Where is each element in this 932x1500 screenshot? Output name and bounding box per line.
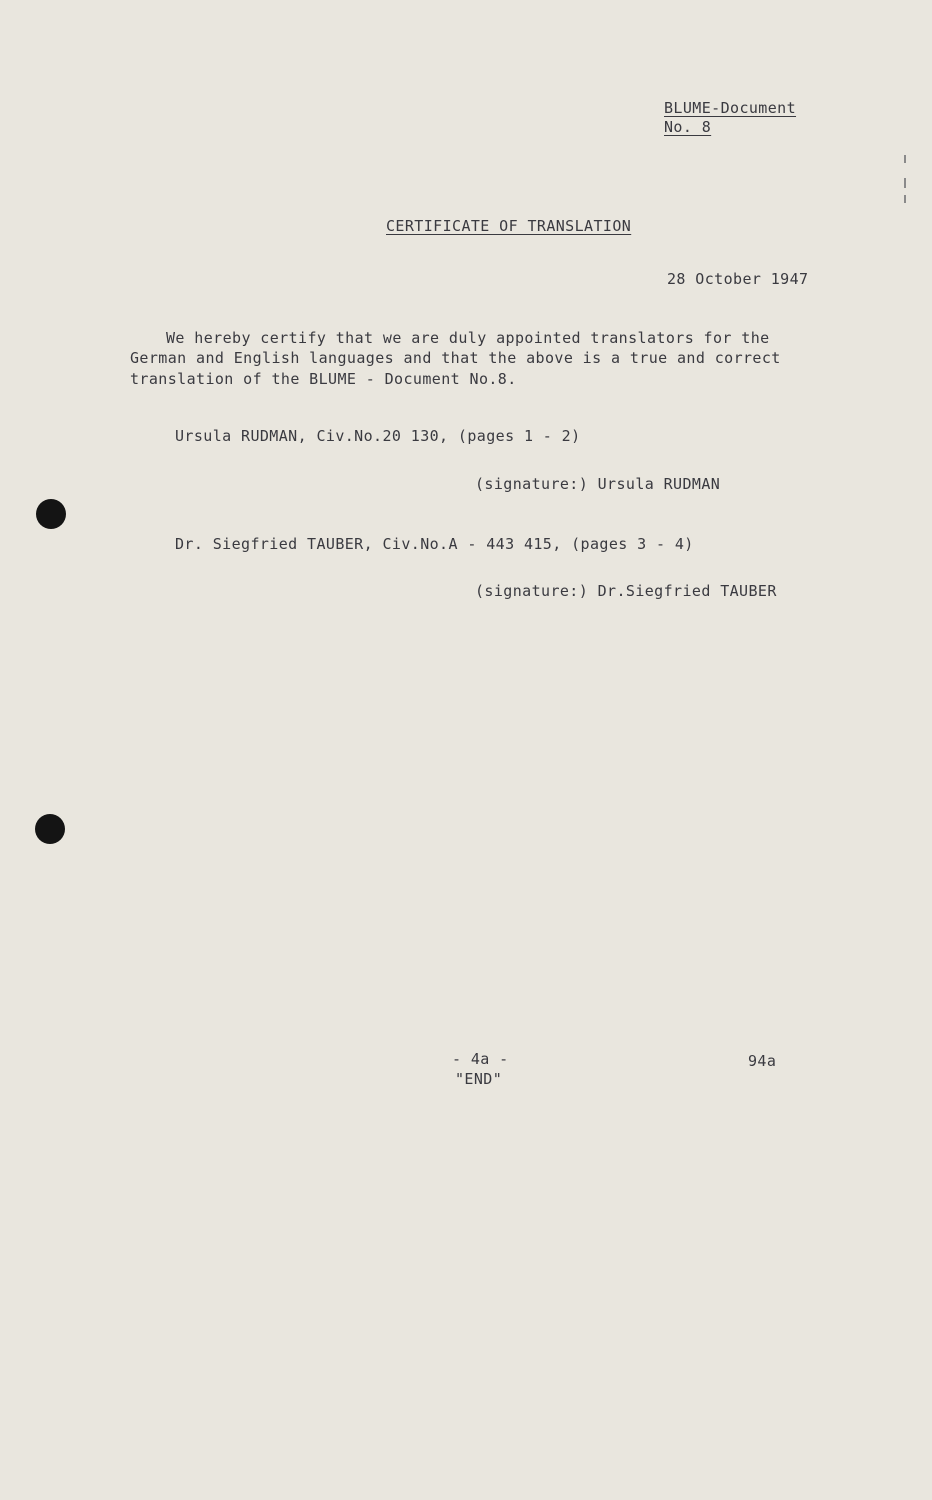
translator-signature-2: (signature:) Dr.Siegfried TAUBER — [475, 582, 777, 600]
stamp-number: 94a — [748, 1052, 777, 1070]
edge-mark — [904, 178, 906, 188]
translator-signature-1: (signature:) Ursula RUDMAN — [475, 475, 721, 493]
translator-entry-1: Ursula RUDMAN, Civ.No.20 130, (pages 1 - 2) — [175, 427, 581, 445]
document-reference: BLUME-Document — [664, 99, 797, 117]
body-line-2: German and English languages and that the above is a true and correct — [130, 349, 781, 367]
certificate-date: 28 October 1947 — [667, 270, 809, 288]
end-mark: "END" — [455, 1070, 503, 1088]
document-number: No. 8 — [664, 118, 712, 136]
certificate-title: CERTIFICATE OF TRANSLATION — [386, 217, 632, 235]
edge-mark — [904, 195, 906, 203]
translator-entry-2: Dr. Siegfried TAUBER, Civ.No.A - 443 415, (pages 3 - 4) — [175, 535, 694, 553]
body-line-3: translation of the BLUME - Document No.8. — [130, 370, 517, 388]
punch-hole-top — [36, 499, 66, 529]
punch-hole-bottom — [35, 814, 65, 844]
body-line-1: We hereby certify that we are duly appointed translators for the — [166, 329, 770, 347]
page-number: - 4a - — [452, 1050, 509, 1068]
edge-mark — [904, 155, 906, 163]
